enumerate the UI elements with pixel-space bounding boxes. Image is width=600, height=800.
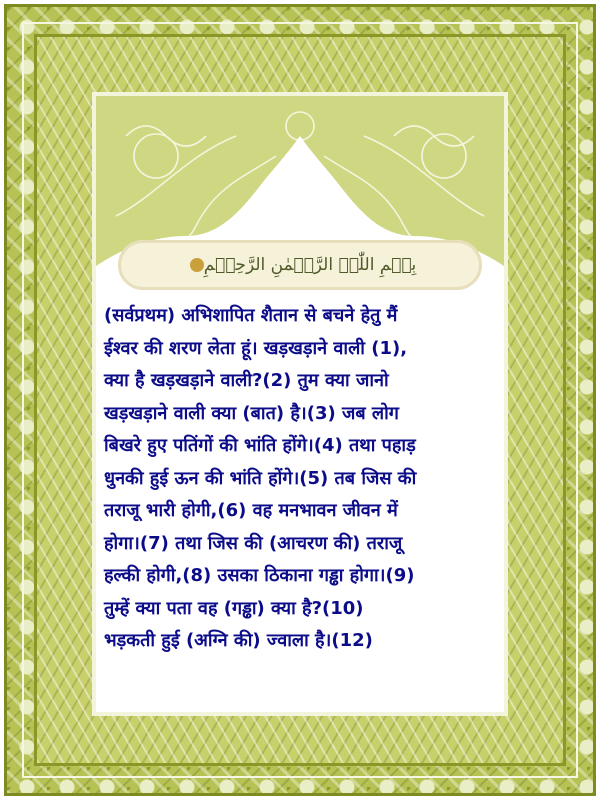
text-line: बिखरे हुए पतिंगों की भांति होंगे।(4) तथा पहाड़ [104,435,416,456]
text-line: तुम्हें क्या पता वह (गड्ढा) क्या है?(10) [104,597,364,619]
text-line: (सर्वप्रथम) अभिशापित शैतान से बचने हेतु मैं [104,305,398,326]
text-line: क्या है खड़खड़ाने वाली?(2) तुम क्या जानो [104,370,389,391]
text-line: धुनकी हुई ऊन की भांति होंगे।(5) तब जिस की [104,467,417,489]
text-line: ईश्वर की शरण लेता हूं। खड़खड़ाने वाली (1), [104,337,408,359]
bismillah-text: بِسۡمِ اللّٰہِ الرَّحۡمٰنِ الرَّحِیۡمِ [203,255,417,275]
text-line: होगा।(7) तथा जिस की (आचरण की) तराजू [104,532,403,554]
surah-translation [104,300,496,658]
text-line: तराजू भारी होगी,(6) वह मनभावन जीवन में [104,500,398,521]
text-line: खड़खड़ाने वाली क्या (बात) है।(3) जब लोग [104,402,399,424]
text-line: भड़कती हुई (अग्नि की) ज्वाला है।(12) [104,630,373,651]
bismillah-banner [118,240,482,290]
text-line: हल्की होगी,(8) उसका ठिकाना गड्ढा होगा।(9) [104,565,415,586]
verse-marker-icon [190,258,204,272]
